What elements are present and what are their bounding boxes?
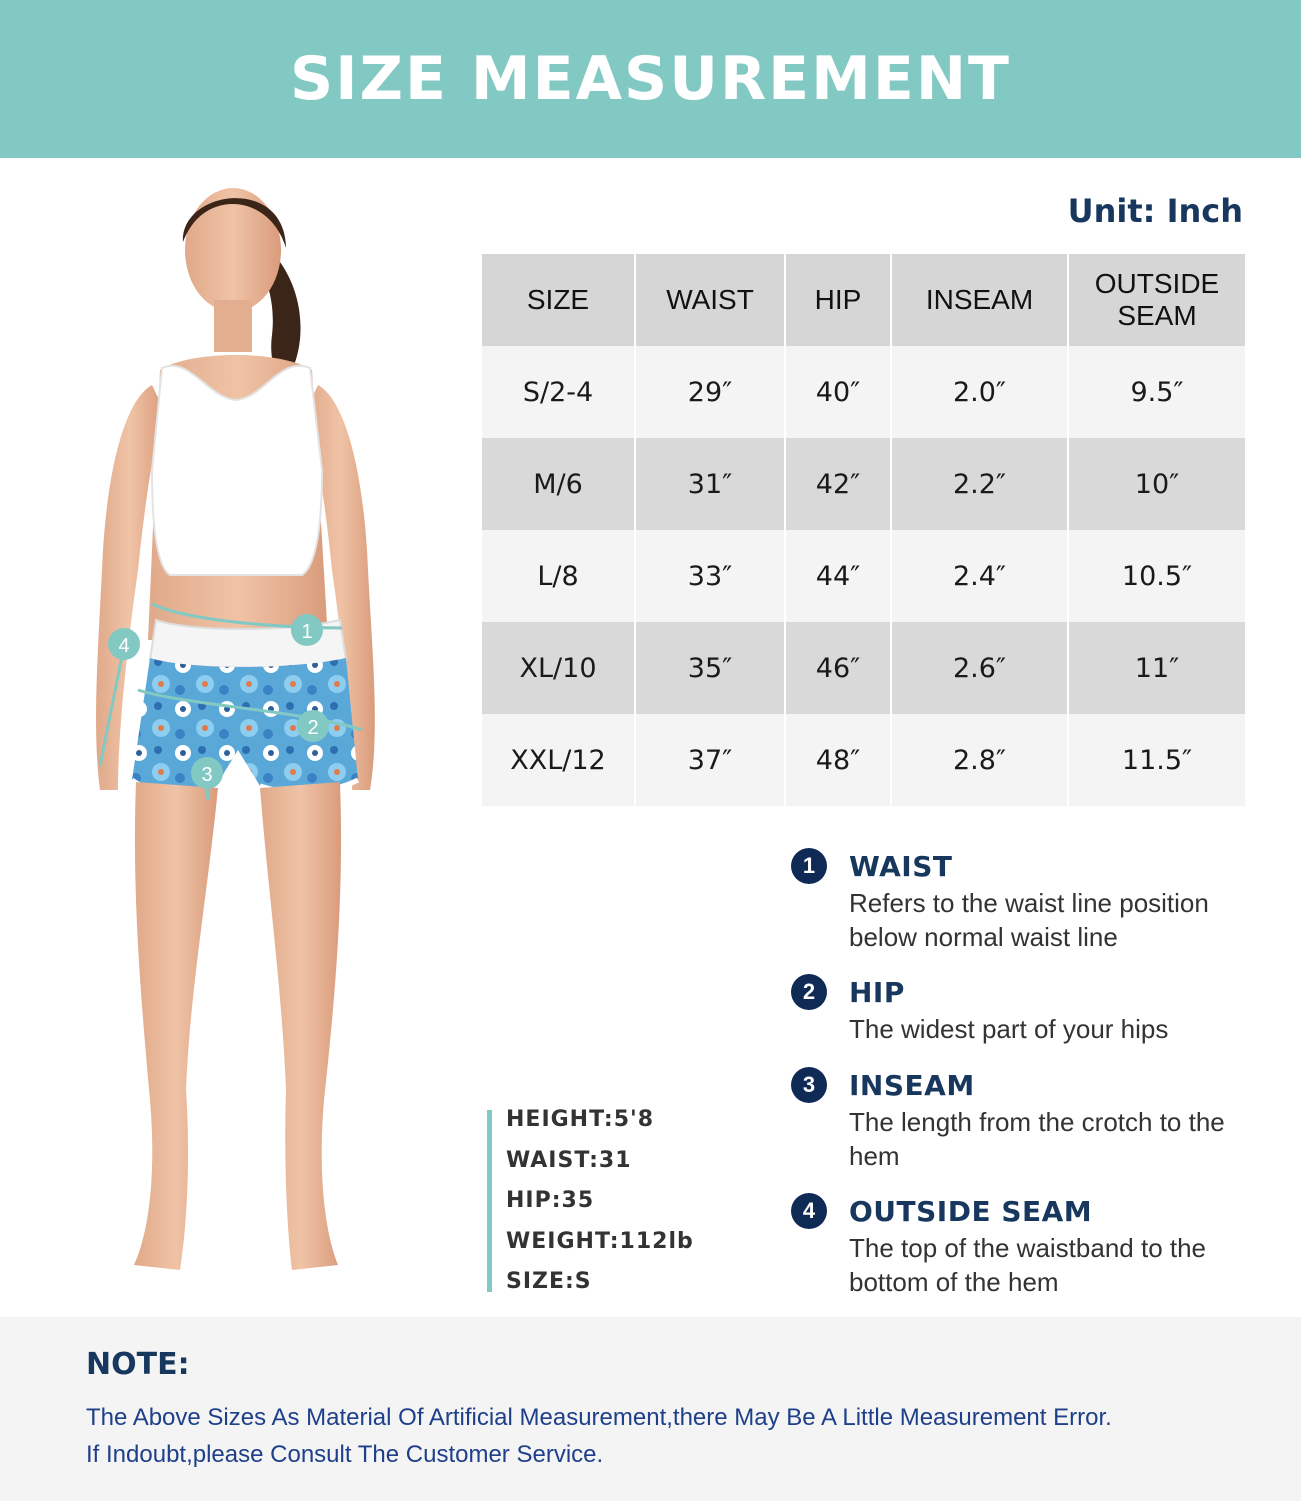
table-cell: 33″ <box>635 530 785 622</box>
table-cell: 44″ <box>785 530 891 622</box>
note-line: If Indoubt,please Consult The Customer Service. <box>86 1441 604 1468</box>
table-cell: 11.5″ <box>1068 714 1245 806</box>
number-badge: 1 <box>791 848 827 884</box>
table-cell: S/2-4 <box>482 346 635 438</box>
table-cell: 46″ <box>785 622 891 714</box>
table-cell: 37″ <box>635 714 785 806</box>
size-chart-table <box>482 254 1245 806</box>
table-cell: 10.5″ <box>1068 530 1245 622</box>
svg-text:4: 4 <box>118 635 130 657</box>
table-row <box>482 714 1245 806</box>
note-line: The Above Sizes As Material Of Artificial Measurement,there May Be A Little Measurement Error. <box>86 1404 1112 1431</box>
header-outside-seam: OUTSIDE SEAM <box>1068 254 1245 346</box>
definition-title: HIP <box>849 976 905 1009</box>
table-cell: XL/10 <box>482 622 635 714</box>
table-cell: 48″ <box>785 714 891 806</box>
table-cell: 40″ <box>785 346 891 438</box>
svg-text:2: 2 <box>307 717 319 739</box>
model-height: HEIGHT:5'8 <box>506 1107 655 1132</box>
header-inseam: INSEAM <box>891 254 1068 346</box>
definition-text: The top of the waistband to the bottom of the hem <box>849 1233 1207 1297</box>
definition-title: WAIST <box>849 850 953 883</box>
model-waist: WAIST:31 <box>506 1147 632 1173</box>
number-badge: 3 <box>791 1067 827 1103</box>
table-cell: 10″ <box>1068 438 1245 530</box>
table-header-row <box>482 254 1245 346</box>
table-cell: 9.5″ <box>1068 346 1245 438</box>
header-hip: HIP <box>785 254 891 346</box>
unit-label: Unit: Inch <box>1067 192 1243 230</box>
table-row <box>482 346 1245 438</box>
svg-text:3: 3 <box>201 764 213 786</box>
table-cell: 42″ <box>785 438 891 530</box>
page-title: SIZE MEASUREMENT <box>289 44 1011 114</box>
header-size: SIZE <box>482 254 635 346</box>
number-badge: 4 <box>791 1193 827 1229</box>
table-cell: 31″ <box>635 438 785 530</box>
definition-title: OUTSIDE SEAM <box>849 1195 1093 1228</box>
marker-waist <box>291 614 323 646</box>
model-size: SIZE:S <box>506 1269 592 1294</box>
model-photo <box>40 170 440 1310</box>
header-waist: WAIST <box>635 254 785 346</box>
note-title: NOTE: <box>86 1347 190 1382</box>
table-cell: 2.0″ <box>891 346 1068 438</box>
svg-text:1: 1 <box>301 621 313 643</box>
table-cell: XXL/12 <box>482 714 635 806</box>
model-stats <box>487 1107 747 1294</box>
table-cell: 2.4″ <box>891 530 1068 622</box>
definition-text: The length from the crotch to the hem <box>849 1107 1225 1171</box>
table-cell: 2.6″ <box>891 622 1068 714</box>
number-badge: 2 <box>791 974 827 1010</box>
marker-hip <box>297 710 329 742</box>
marker-inseam <box>191 757 223 789</box>
table-cell: 29″ <box>635 346 785 438</box>
table-cell: L/8 <box>482 530 635 622</box>
table-row <box>482 438 1245 530</box>
marker-outside-seam <box>108 628 140 660</box>
definition-text: Refers to the waist line position below normal waist line <box>849 888 1209 952</box>
table-cell: 11″ <box>1068 622 1245 714</box>
model-weight: WEIGHT:112lb <box>506 1228 694 1254</box>
table-row <box>482 530 1245 622</box>
table-cell: 35″ <box>635 622 785 714</box>
definition-text: The widest part of your hips <box>849 1014 1169 1044</box>
definition-title: INSEAM <box>849 1069 975 1102</box>
table-cell: 2.8″ <box>891 714 1068 806</box>
note-section <box>0 1317 1301 1501</box>
table-cell: 2.2″ <box>891 438 1068 530</box>
table-row <box>482 622 1245 714</box>
table-cell: M/6 <box>482 438 635 530</box>
model-hip: HIP:35 <box>506 1188 595 1213</box>
header-banner <box>0 0 1301 158</box>
